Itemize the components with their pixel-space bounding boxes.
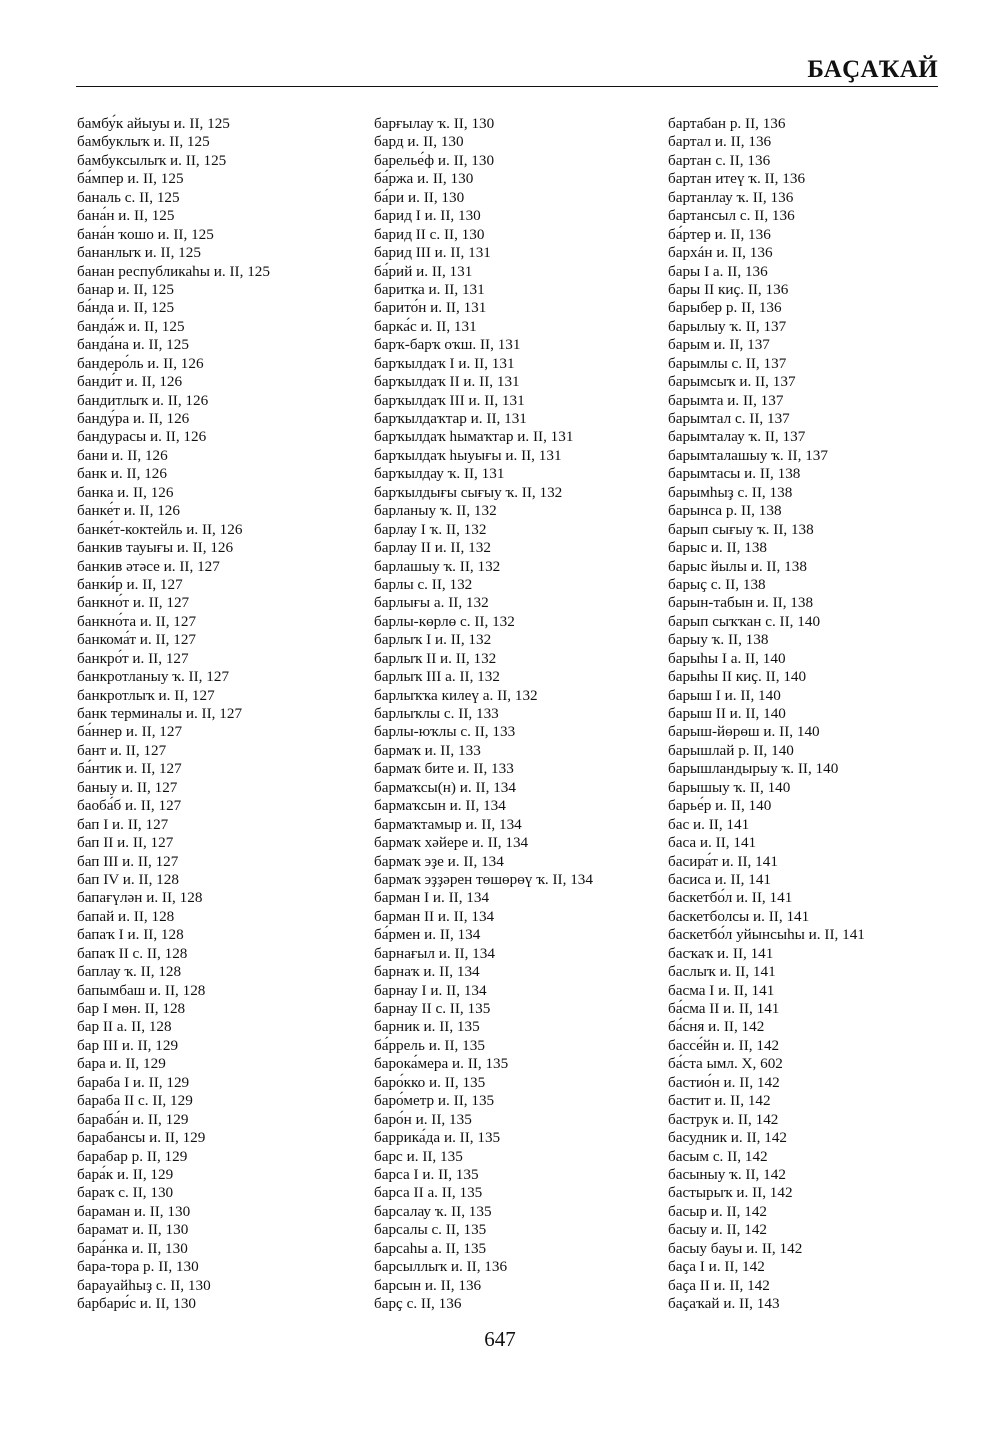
index-entry: барҡылдаҡтар и. II, 131 bbox=[374, 410, 527, 427]
index-entry: басма I и. II, 141 bbox=[668, 981, 775, 999]
index-entry: бартансыл с. II, 136 bbox=[668, 207, 795, 225]
entry-column-1 bbox=[77, 115, 337, 1313]
running-head-title: БАҪАҠАЙ bbox=[807, 56, 938, 83]
index-entry: банди́т и. II, 126 bbox=[77, 373, 183, 391]
index-entry: барсыллыҡ и. II, 136 bbox=[374, 1258, 508, 1276]
index-entry: барлау I ҡ. II, 132 bbox=[374, 520, 487, 538]
index-entry: барҡылдаҡ һымаҡтар и. II, 131 bbox=[374, 428, 574, 446]
index-entry: бары I а. II, 136 bbox=[668, 262, 768, 280]
index-entry: барыҫ с. II, 138 bbox=[668, 575, 766, 593]
index-entry: барҡылдаҡ I и. II, 131 bbox=[374, 354, 515, 372]
index-entry: бана́н ҡошо и. II, 125 bbox=[77, 225, 214, 243]
index-entry: баскетбо́л и. II, 141 bbox=[668, 889, 793, 907]
index-entry: банкома́т и. II, 127 bbox=[77, 631, 197, 649]
index-entry: барланыу ҡ. II, 132 bbox=[374, 502, 497, 520]
index-entry: бармаҡ и. II, 133 bbox=[374, 741, 481, 759]
index-entry: бары II киҫ. II, 136 bbox=[668, 280, 789, 298]
index-entry: барҡылдаҡ һыуығы и. II, 131 bbox=[374, 446, 562, 464]
index-entry: барнау I и. II, 134 bbox=[374, 981, 487, 999]
index-entry: ба́сма II и. II, 141 bbox=[668, 1000, 780, 1017]
index-entry: бар II а. II, 128 bbox=[77, 1018, 172, 1036]
index-entry: барымтал с. II, 137 bbox=[668, 410, 790, 427]
entry-column-3 bbox=[668, 115, 938, 1313]
index-entry: барым и. II, 137 bbox=[668, 336, 770, 354]
index-entry: барид III и. II, 131 bbox=[374, 244, 491, 262]
index-entry: бапағүлән и. II, 128 bbox=[77, 889, 203, 907]
index-entry: барын-табын и. II, 138 bbox=[668, 594, 814, 612]
index-entry: банду́ра и. II, 126 bbox=[77, 410, 190, 427]
index-entry: баро́кко и. II, 135 bbox=[374, 1073, 486, 1091]
index-entry: барито́н и. II, 131 bbox=[374, 299, 487, 317]
index-entry: бармаҡтамыр и. II, 134 bbox=[374, 815, 522, 833]
index-entry: барып сыҡҡан с. II, 140 bbox=[668, 612, 821, 630]
index-entry: ба́ржа и. II, 130 bbox=[374, 170, 474, 188]
index-entry: банкив тауығы и. II, 126 bbox=[77, 539, 234, 557]
index-entry: бант и. II, 127 bbox=[77, 741, 167, 759]
index-entry: барыш I и. II, 140 bbox=[668, 686, 781, 704]
index-entry: бара и. II, 129 bbox=[77, 1055, 166, 1073]
index-entry: ба́рий и. II, 131 bbox=[374, 262, 473, 280]
index-entry: банк терминалы и. II, 127 bbox=[77, 705, 243, 722]
index-entry: бани и. II, 126 bbox=[77, 446, 168, 464]
index-entry: басудник и. II, 142 bbox=[668, 1129, 788, 1147]
index-entry: барсаһы а. II, 135 bbox=[374, 1239, 487, 1257]
index-entry: барлашыу ҡ. II, 132 bbox=[374, 557, 501, 575]
index-entry: басира́т и. II, 141 bbox=[668, 852, 778, 870]
index-entry: барҡылдаҡ II и. II, 131 bbox=[374, 373, 520, 391]
index-entry: бас и. II, 141 bbox=[668, 815, 750, 833]
index-entry: бараба II с. II, 129 bbox=[77, 1092, 193, 1110]
index-entry: ба́ррель и. II, 135 bbox=[374, 1036, 485, 1054]
index-entry: бард и. II, 130 bbox=[374, 133, 464, 151]
index-entry: баррика́да и. II, 135 bbox=[374, 1129, 501, 1147]
index-entry: барник и. II, 135 bbox=[374, 1018, 480, 1036]
index-entry: барлыҡлы с. II, 133 bbox=[374, 705, 499, 722]
index-entry: бандеро́ль и. II, 126 bbox=[77, 354, 204, 372]
index-entry: бара-тора р. II, 130 bbox=[77, 1258, 199, 1276]
running-header bbox=[76, 52, 938, 88]
index-entry: бараба I и. II, 129 bbox=[77, 1073, 190, 1091]
index-entry: ба́ннер и. II, 127 bbox=[77, 723, 183, 741]
index-entry: барылыу ҡ. II, 137 bbox=[668, 317, 787, 335]
index-entry: барлығы а. II, 132 bbox=[374, 594, 489, 612]
index-entry: банкив әтәсе и. II, 127 bbox=[77, 557, 220, 575]
index-entry: банан республикаһы и. II, 125 bbox=[77, 262, 270, 280]
index-entry: барғылау ҡ. II, 130 bbox=[374, 115, 495, 132]
index-entry: баоба́б и. II, 127 bbox=[77, 797, 182, 815]
index-entry: барыһы I а. II, 140 bbox=[668, 649, 786, 667]
index-entry: барыһы II киҫ. II, 140 bbox=[668, 668, 807, 686]
index-entry: басым с. II, 142 bbox=[668, 1147, 768, 1165]
index-entry: барс и. II, 135 bbox=[374, 1147, 463, 1165]
index-entry: барышландырыу ҡ. II, 140 bbox=[668, 760, 839, 778]
index-entry: банар и. II, 125 bbox=[77, 280, 174, 298]
index-entry: барса I и. II, 135 bbox=[374, 1165, 479, 1183]
index-entry: ба́нда и. II, 125 bbox=[77, 299, 175, 317]
index-entry: баналь с. II, 125 bbox=[77, 188, 180, 206]
index-entry: бап II и. II, 127 bbox=[77, 834, 174, 852]
index-entry: барҡылдау ҡ. II, 131 bbox=[374, 465, 505, 483]
index-entry: ба́нтик и. II, 127 bbox=[77, 760, 182, 778]
index-entry: барид II с. II, 130 bbox=[374, 225, 485, 243]
index-entry: бандитлыҡ и. II, 126 bbox=[77, 391, 209, 409]
index-entry: ба́ри и. II, 130 bbox=[374, 188, 465, 206]
index-entry: барсалы с. II, 135 bbox=[374, 1221, 487, 1239]
index-entry: барбари́с и. II, 130 bbox=[77, 1295, 197, 1312]
index-entry: ба́ста ымл. X, 602 bbox=[668, 1055, 783, 1073]
entry-column-2 bbox=[374, 115, 644, 1313]
index-entry: бартанлау ҡ. II, 136 bbox=[668, 188, 794, 206]
index-entry: барыс и. II, 138 bbox=[668, 539, 768, 557]
index-entry: баҫаҡай и. II, 143 bbox=[668, 1295, 780, 1312]
index-entry: басыр и. II, 142 bbox=[668, 1202, 768, 1220]
index-entry: ба́ртер и. II, 136 bbox=[668, 225, 771, 243]
index-entry: баро́н и. II, 135 bbox=[374, 1110, 472, 1128]
index-entry: бармаҡ хәйере и. II, 134 bbox=[374, 834, 529, 852]
index-entry: барелье́ф и. II, 130 bbox=[374, 151, 495, 169]
index-entry: барыш II и. II, 140 bbox=[668, 705, 786, 722]
index-entry: бармаҡ эҙе и. II, 134 bbox=[374, 852, 504, 870]
index-entry: барнау II с. II, 135 bbox=[374, 1000, 491, 1017]
header-rule bbox=[76, 86, 938, 87]
index-entry: банкротлыҡ и. II, 127 bbox=[77, 686, 215, 704]
index-entry: барымһыҙ с. II, 138 bbox=[668, 483, 793, 501]
index-entry: бармаҡ бите и. II, 133 bbox=[374, 760, 514, 778]
index-entry: барье́р и. II, 140 bbox=[668, 797, 772, 815]
index-entry: бамбуклыҡ и. II, 125 bbox=[77, 133, 210, 151]
index-entry: барымсыҡ и. II, 137 bbox=[668, 373, 796, 391]
index-entry: банке́т и. II, 126 bbox=[77, 502, 180, 520]
index-entry: бар I мөн. II, 128 bbox=[77, 1000, 186, 1017]
index-entry: барыбер р. II, 136 bbox=[668, 299, 782, 317]
index-entry: басыу и. II, 142 bbox=[668, 1221, 768, 1239]
index-entry: баскетбо́л уйынсыһы и. II, 141 bbox=[668, 926, 865, 944]
index-entry: бандурасы и. II, 126 bbox=[77, 428, 207, 446]
index-entry: барлы с. II, 132 bbox=[374, 575, 473, 593]
index-entry: бар III и. II, 129 bbox=[77, 1036, 179, 1054]
index-entry: барлы-көрлө с. II, 132 bbox=[374, 612, 515, 630]
index-entry: барка́с и. II, 131 bbox=[374, 317, 477, 335]
index-entry: бартан с. II, 136 bbox=[668, 151, 771, 169]
index-entry: барока́мера и. II, 135 bbox=[374, 1055, 509, 1073]
index-entry: банка и. II, 126 bbox=[77, 483, 174, 501]
index-entry: барып сығыу ҡ. II, 138 bbox=[668, 520, 814, 538]
index-entry: бараҡ с. II, 130 bbox=[77, 1184, 174, 1202]
index-entry: баскетболсы и. II, 141 bbox=[668, 907, 810, 925]
index-entry: барымта и. II, 137 bbox=[668, 391, 784, 409]
index-entry: бармаҡ эҙҙәрен төшөрөү ҡ. II, 134 bbox=[374, 870, 593, 888]
index-entry: барымлы с. II, 137 bbox=[668, 354, 787, 372]
index-entry: банки́р и. II, 127 bbox=[77, 575, 183, 593]
index-entry: барҡылдығы сығыу ҡ. II, 132 bbox=[374, 483, 563, 501]
index-entry: банда́ж и. II, 125 bbox=[77, 317, 185, 335]
index-entry: барҡ-барҡ оҡш. II, 131 bbox=[374, 336, 521, 354]
index-entry: барҡылдаҡ III и. II, 131 bbox=[374, 391, 525, 409]
index-entry: барман I и. II, 134 bbox=[374, 889, 490, 907]
index-entry: барышлай р. II, 140 bbox=[668, 741, 794, 759]
index-entry: бапаҡ I и. II, 128 bbox=[77, 926, 184, 944]
index-entry: бассе́йн и. II, 142 bbox=[668, 1036, 780, 1054]
index-entry: барлыҡҡа килеү а. II, 132 bbox=[374, 686, 538, 704]
index-entry: барлыҡ II и. II, 132 bbox=[374, 649, 497, 667]
index-entry: бап I и. II, 127 bbox=[77, 815, 169, 833]
index-entry: баро́метр и. II, 135 bbox=[374, 1092, 495, 1110]
index-entry: басиса и. II, 141 bbox=[668, 870, 772, 888]
index-entry: бананлыҡ и. II, 125 bbox=[77, 244, 201, 262]
index-entry: банкно́т и. II, 127 bbox=[77, 594, 190, 612]
index-entry: барымталау ҡ. II, 137 bbox=[668, 428, 806, 446]
index-entry: барҫ с. II, 136 bbox=[374, 1295, 462, 1312]
index-entry: бапай и. II, 128 bbox=[77, 907, 175, 925]
index-entry: банке́т-коктейль и. II, 126 bbox=[77, 520, 243, 538]
index-entry: барыс йылы и. II, 138 bbox=[668, 557, 807, 575]
index-entry: барлау II и. II, 132 bbox=[374, 539, 491, 557]
index-entry: баплау ҡ. II, 128 bbox=[77, 963, 182, 981]
index-entry: барнағыл и. II, 134 bbox=[374, 944, 495, 962]
index-entry: бастит и. II, 142 bbox=[668, 1092, 771, 1110]
index-entry: ба́рмен и. II, 134 bbox=[374, 926, 481, 944]
index-entry: баритка и. II, 131 bbox=[374, 280, 485, 298]
index-entry: бап IV и. II, 128 bbox=[77, 870, 179, 888]
index-entry: барид I и. II, 130 bbox=[374, 207, 481, 225]
index-entry: ба́мпер и. II, 125 bbox=[77, 170, 184, 188]
index-entry: барсалау ҡ. II, 135 bbox=[374, 1202, 492, 1220]
index-entry: бартабан р. II, 136 bbox=[668, 115, 786, 132]
index-entry: бастио́н и. II, 142 bbox=[668, 1073, 780, 1091]
index-entry: барлыҡ III а. II, 132 bbox=[374, 668, 500, 686]
index-entry: баҫа I и. II, 142 bbox=[668, 1258, 765, 1276]
index-entry: басыу бауы и. II, 142 bbox=[668, 1239, 803, 1257]
index-entry: барабансы и. II, 129 bbox=[77, 1129, 206, 1147]
index-entry: бара́к и. II, 129 bbox=[77, 1165, 174, 1183]
index-entry: баслыҡ и. II, 141 bbox=[668, 963, 776, 981]
index-entry: барыу ҡ. II, 138 bbox=[668, 631, 769, 649]
index-entry: бара́нка и. II, 130 bbox=[77, 1239, 188, 1257]
index-entry: барса II а. II, 135 bbox=[374, 1184, 483, 1202]
index-entry: банкно́та и. II, 127 bbox=[77, 612, 197, 630]
index-entry: бастырыҡ и. II, 142 bbox=[668, 1184, 793, 1202]
index-entry: бархáн и. II, 136 bbox=[668, 244, 773, 262]
index-entry: барамат и. II, 130 bbox=[77, 1221, 189, 1239]
index-entry: банкро́т и. II, 127 bbox=[77, 649, 189, 667]
index-entry: бараман и. II, 130 bbox=[77, 1202, 191, 1220]
index-entry: бапаҡ II с. II, 128 bbox=[77, 944, 188, 962]
index-entry: банк и. II, 126 bbox=[77, 465, 167, 483]
index-entry: бамбу́к айыуы и. II, 125 bbox=[77, 115, 230, 132]
index-entry: басҡаҡ и. II, 141 bbox=[668, 944, 774, 962]
index-entry: баса и. II, 141 bbox=[668, 834, 757, 852]
index-entry: баҫа II и. II, 142 bbox=[668, 1276, 770, 1294]
index-entry: бап III и. II, 127 bbox=[77, 852, 179, 870]
index-entry: бартан итеү ҡ. II, 136 bbox=[668, 170, 806, 188]
index-entry: барнаҡ и. II, 134 bbox=[374, 963, 480, 981]
index-entry: бараба́н и. II, 129 bbox=[77, 1110, 189, 1128]
index-entry: барыш-йөрөш и. II, 140 bbox=[668, 723, 820, 741]
index-entry: барлы-юҡлы с. II, 133 bbox=[374, 723, 516, 741]
index-entry: бамбуксылыҡ и. II, 125 bbox=[77, 151, 227, 169]
index-entry: банкротланыу ҡ. II, 127 bbox=[77, 668, 230, 686]
index-entry: барман II и. II, 134 bbox=[374, 907, 495, 925]
index-entry: барымталашыу ҡ. II, 137 bbox=[668, 446, 828, 464]
index-entry: барабар р. II, 129 bbox=[77, 1147, 188, 1165]
index-entry: басыныу ҡ. II, 142 bbox=[668, 1165, 786, 1183]
index-entry: барынса р. II, 138 bbox=[668, 502, 782, 520]
index-entry: барымтасы и. II, 138 bbox=[668, 465, 801, 483]
index-entry: бапымбаш и. II, 128 bbox=[77, 981, 206, 999]
index-entry: бараyайһыҙ с. II, 130 bbox=[77, 1276, 211, 1294]
page-number: 647 bbox=[484, 1327, 516, 1351]
index-entry: барсын и. II, 136 bbox=[374, 1276, 482, 1294]
index-entry: баструк и. II, 142 bbox=[668, 1110, 779, 1128]
index-entry: бартал и. II, 136 bbox=[668, 133, 772, 151]
index-entry: бана́н и. II, 125 bbox=[77, 207, 175, 225]
index-entry: бармаҡсы(н) и. II, 134 bbox=[374, 778, 516, 796]
index-entry: бармаҡсын и. II, 134 bbox=[374, 797, 506, 815]
index-entry: барлыҡ I и. II, 132 bbox=[374, 631, 492, 649]
index-entry: ба́сня и. II, 142 bbox=[668, 1018, 765, 1036]
index-entry: барышыу ҡ. II, 140 bbox=[668, 778, 791, 796]
index-entry: банда́на и. II, 125 bbox=[77, 336, 189, 354]
index-entry: баныу и. II, 127 bbox=[77, 778, 178, 796]
